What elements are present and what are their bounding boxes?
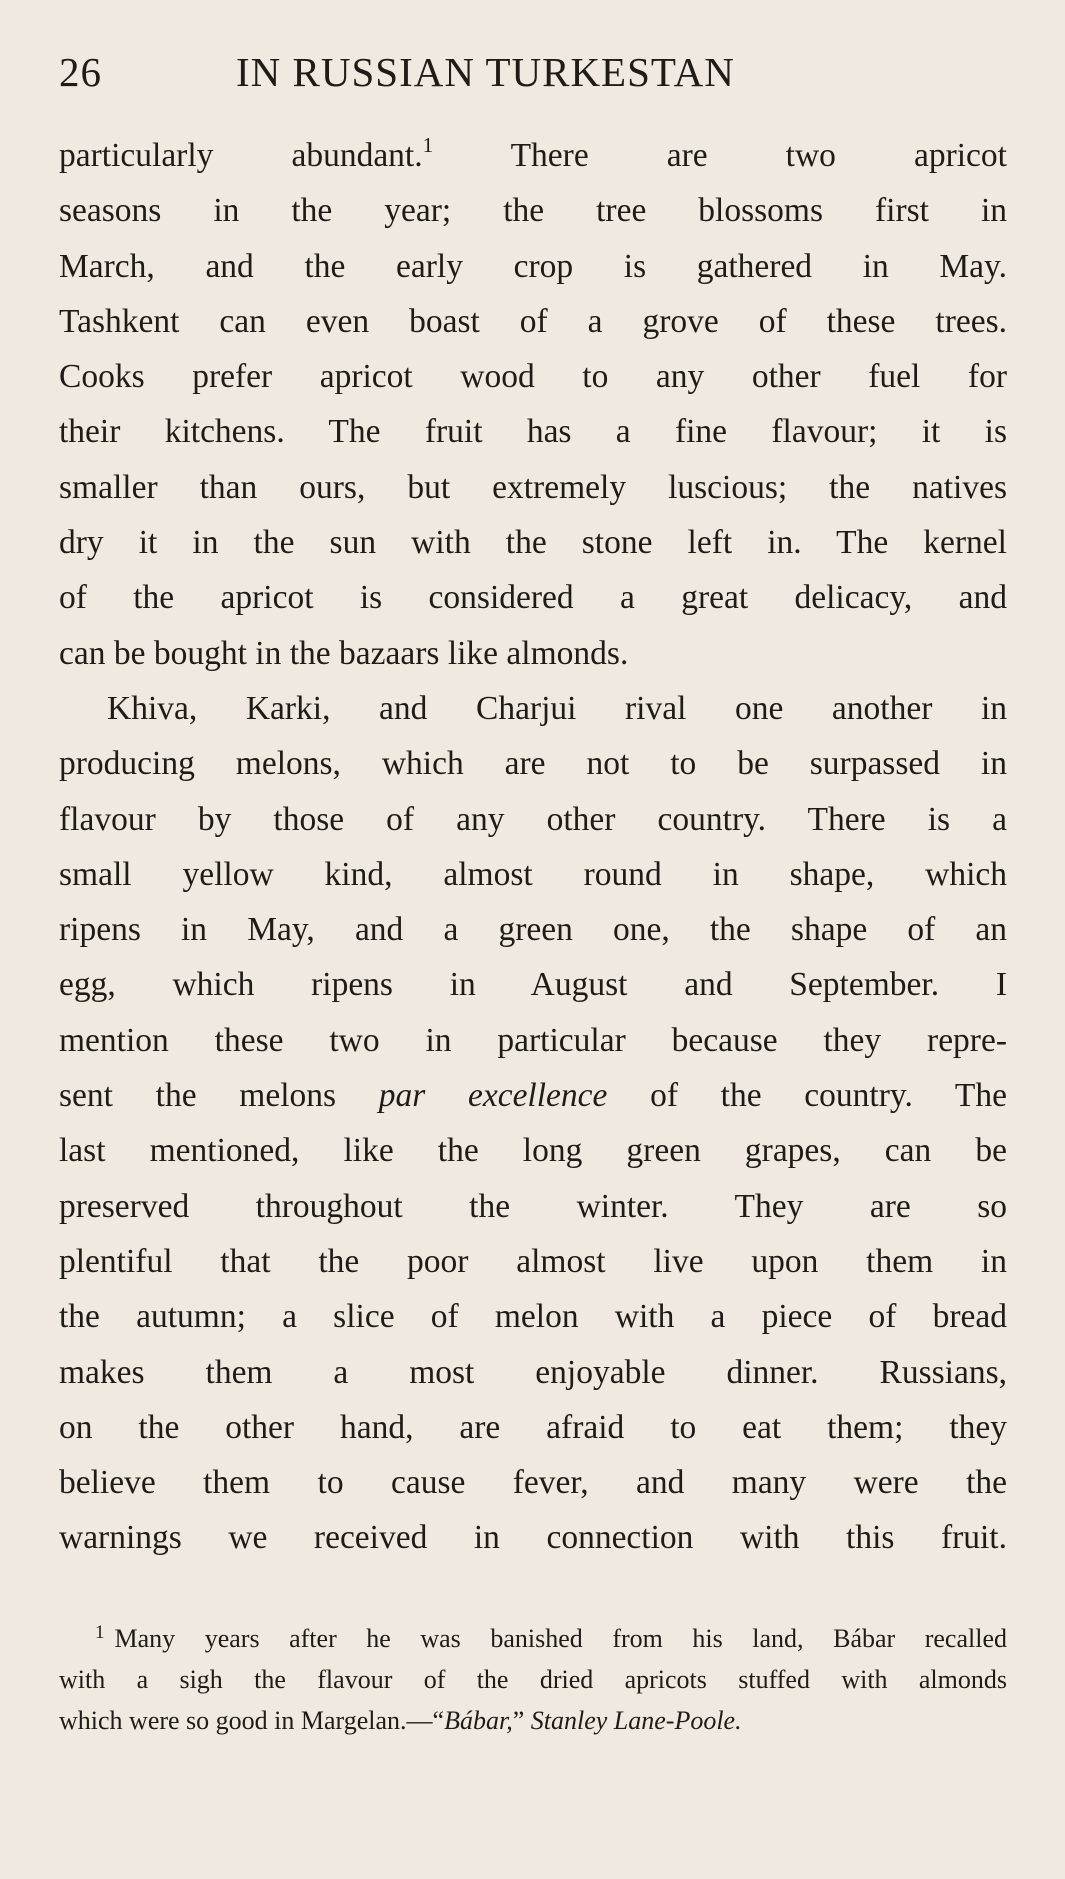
text-line: dry it in the sun with the stone left in. The kernel — [59, 524, 1007, 562]
text-line: Khiva, Karki, and Charjui rival one another in — [107, 689, 1007, 727]
text-segment: There are two apricot — [510, 137, 1007, 174]
text-line: March, and the early crop is gathered in May. — [59, 247, 1007, 285]
text-line: plentiful that the poor almost live upon them in — [59, 1242, 1007, 1280]
footnote-line — [59, 1618, 1007, 1659]
text-line: makes them a most enjoyable dinner. Russians, — [59, 1353, 1007, 1391]
text-line — [59, 128, 1007, 183]
body-text — [59, 128, 1007, 1566]
text-line: ripens in May, and a green one, the shape of an — [59, 911, 1007, 949]
text-line: last mentioned, like the long green grapes, can be — [59, 1132, 1007, 1170]
page-number: 26 — [59, 49, 102, 95]
text-segment: of the country. The — [650, 1077, 1007, 1115]
text-line: preserved throughout the winter. They are so — [59, 1187, 1007, 1225]
text-line: producing melons, which are not to be surpassed in — [59, 745, 1007, 783]
footnote-marker: 1 — [95, 1622, 105, 1643]
footnote-reference: 1 — [422, 132, 434, 157]
text-line: flavour by those of any other country. There is a — [59, 800, 1007, 838]
text-line: of the apricot is considered a great delicacy, and — [59, 579, 1007, 617]
footnote-line — [59, 1700, 1007, 1741]
footnote — [59, 1618, 1007, 1741]
text-line: mention these two in particular because they repre- — [59, 1021, 1007, 1059]
text-segment: ” — [512, 1706, 525, 1735]
italic-title: Bábar, — [444, 1706, 513, 1735]
running-head: IN RUSSIAN TURKESTAN — [236, 49, 735, 95]
page-header — [59, 44, 825, 100]
text-line: seasons in the year; the tree blossoms first in — [59, 192, 1007, 230]
text-segment: which were so good in Margelan.—“ — [59, 1706, 445, 1735]
footnote-line: with a sigh the flavour of the dried apricots stuffed with almonds — [59, 1665, 1007, 1694]
text-line: smaller than ours, but extremely luscious; the natives — [59, 468, 1007, 506]
text-line — [59, 1068, 1007, 1123]
text-segment: Many years after he was banished from his land, Bábar recalled — [114, 1624, 1007, 1653]
text-line: warnings we received in connection with this fruit. — [59, 1519, 1007, 1557]
text-line: their kitchens. The fruit has a fine flavour; it is — [59, 413, 1007, 451]
text-line: Cooks prefer apricot wood to any other fuel for — [59, 358, 1007, 396]
italic-phrase: par excellence — [378, 1077, 608, 1115]
text-line: can be bought in the bazaars like almonds. — [59, 634, 629, 672]
text-line: believe them to cause fever, and many were the — [59, 1464, 1007, 1502]
text-line: on the other hand, are afraid to eat them; they — [59, 1408, 1007, 1446]
text-line: egg, which ripens in August and September. I — [59, 966, 1007, 1004]
text-line: Tashkent can even boast of a grove of these trees. — [59, 302, 1007, 340]
italic-author: Stanley Lane-Poole. — [530, 1706, 742, 1735]
text-line: small yellow kind, almost round in shape, which — [59, 855, 1007, 893]
text-segment: sent the melons — [59, 1077, 337, 1115]
text-line: the autumn; a slice of melon with a piece of bread — [59, 1298, 1007, 1336]
text-segment: particularly abundant. — [59, 137, 423, 174]
